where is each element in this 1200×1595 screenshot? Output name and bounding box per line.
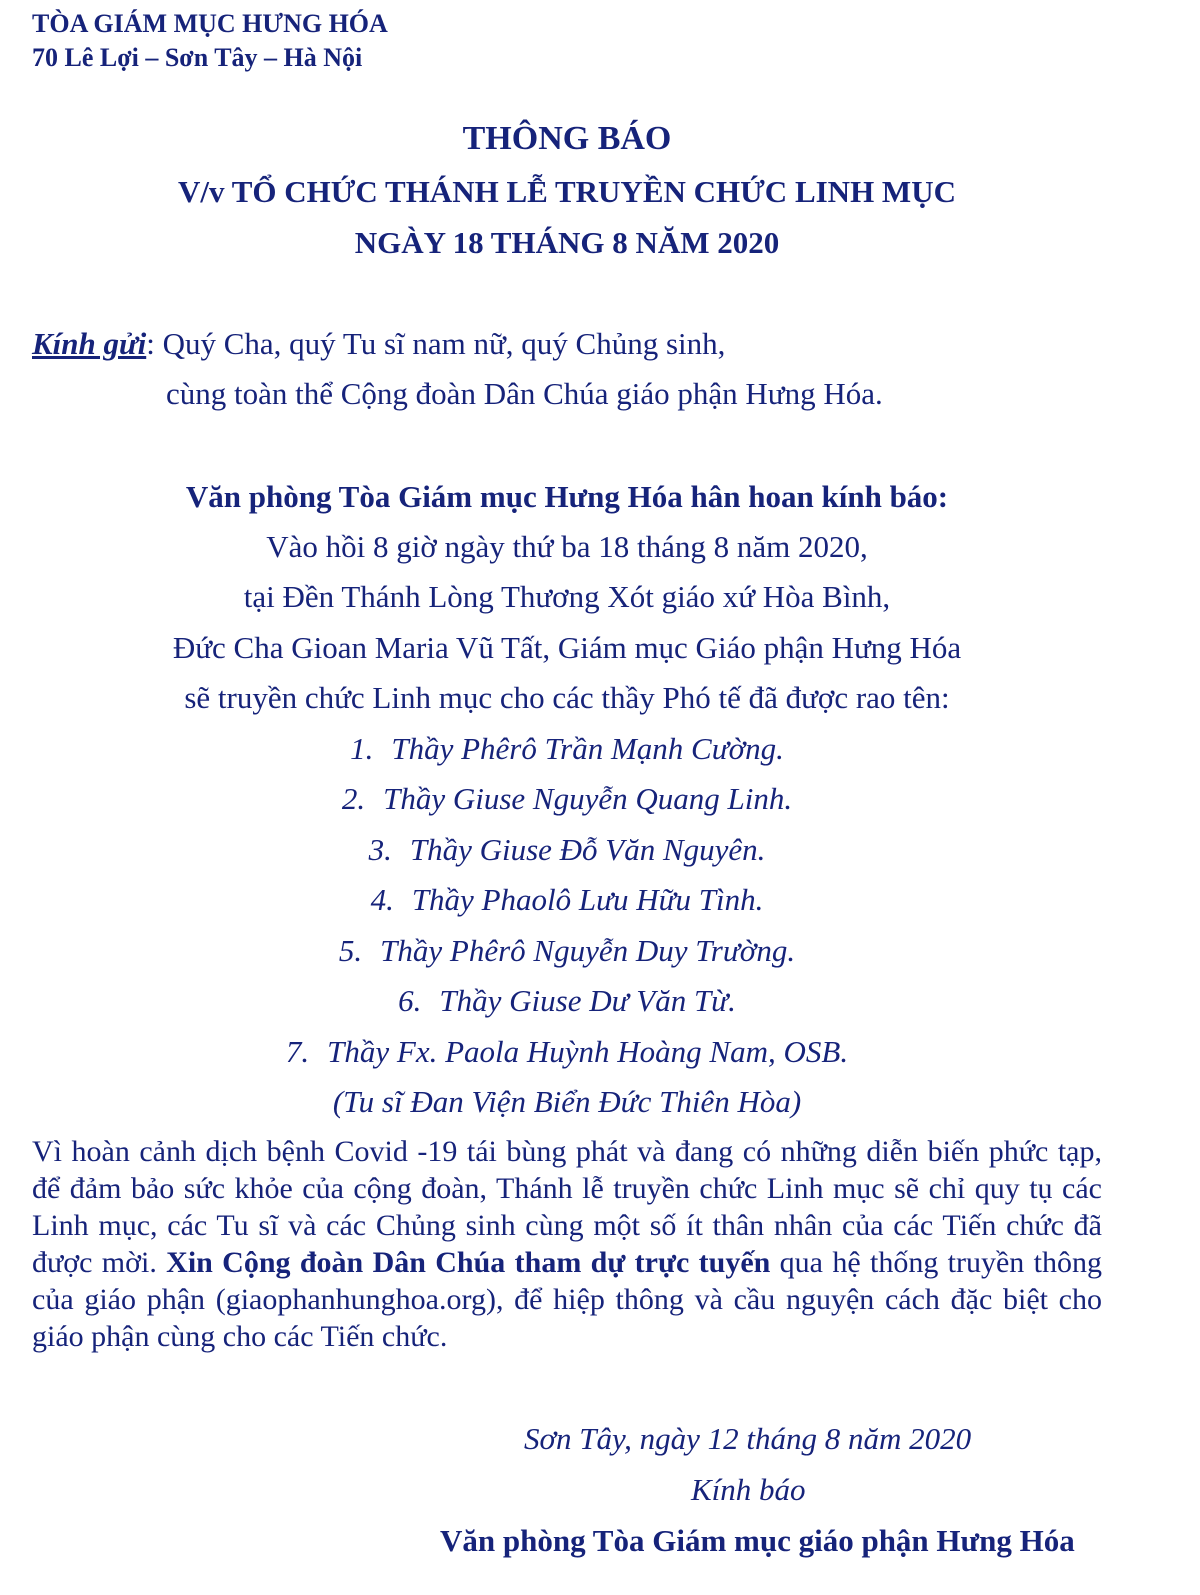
candidate-name: Thầy Fx. Paola Huỳnh Hoàng Nam, OSB.: [327, 1034, 849, 1069]
candidate-number: 3.: [368, 832, 392, 867]
closing: Kính báo: [691, 1472, 806, 1507]
salutation-line-2: cùng toàn thể Cộng đoàn Dân Chúa giáo phận Hưng Hóa.: [166, 376, 883, 411]
paragraph-text: Vì hoàn cảnh dịch bệnh Covid -19 tái bùng phát và đang có những diễn biến phức tạp, để đảm bảo sức khỏe của cộng đoàn, Thánh lễ truyền chức Linh mục sẽ chỉ quy tụ các Linh mục, các Tu sĩ và các Chủng sinh cùng một số ít thân nhân của các Tiến chức đã được mời.: [32, 1135, 1102, 1279]
salutation-label: Kính gửi: [32, 326, 147, 361]
org-name: TÒA GIÁM MỤC HƯNG HÓA: [32, 9, 388, 38]
announcement-line: tại Đền Thánh Lòng Thương Xót giáo xứ Hòa Bình,: [243, 579, 891, 614]
signature-office: Văn phòng Tòa Giám mục giáo phận Hưng Hóa: [440, 1523, 1075, 1558]
candidate-number: 6.: [398, 983, 422, 1018]
candidate-number: 7.: [285, 1034, 310, 1069]
place-date: Sơn Tây, ngày 12 tháng 8 năm 2020: [524, 1421, 972, 1456]
candidate-item: [0, 931, 1134, 971]
candidate-name: Thầy Phêrô Nguyễn Duy Trường.: [380, 933, 796, 968]
candidate-number: 5.: [338, 933, 363, 968]
salutation-line-1: [32, 324, 725, 364]
announcement-line: Vào hồi 8 giờ ngày thứ ba 18 tháng 8 năm 2020,: [266, 529, 868, 564]
candidate-item: [0, 981, 1134, 1021]
candidate-name: Thầy Giuse Nguyễn Quang Linh.: [383, 781, 793, 816]
candidate-item: [0, 1032, 1134, 1072]
announcement-line: sẽ truyền chức Linh mục cho các thầy Phó tế đã được rao tên:: [184, 680, 950, 715]
candidate-name: Thầy Giuse Đỗ Văn Nguyên.: [409, 832, 766, 867]
candidate-item: [0, 830, 1134, 870]
org-address: 70 Lê Lợi – Sơn Tây – Hà Nội: [32, 43, 363, 72]
announcement-line: Đức Cha Gioan Maria Vũ Tất, Giám mục Giáo phận Hưng Hóa: [172, 630, 962, 665]
candidate-item: [0, 880, 1134, 920]
body-paragraph: [32, 1133, 1102, 1355]
candidate-note: (Tu sĩ Đan Viện Biển Đức Thiên Hòa): [332, 1084, 802, 1119]
candidate-item: [0, 779, 1134, 819]
candidate-number: 1.: [350, 731, 374, 766]
notice-title: THÔNG BÁO: [462, 120, 672, 157]
candidate-name: Thầy Giuse Dư Văn Từ.: [439, 983, 736, 1018]
salutation-recipients: : Quý Cha, quý Tu sĩ nam nữ, quý Chủng sinh,: [146, 326, 726, 361]
candidate-name: Thầy Phaolô Lưu Hữu Tình.: [411, 882, 764, 917]
candidate-number: 4.: [370, 882, 394, 917]
candidate-number: 2.: [341, 781, 366, 816]
notice-subject: V/v TỔ CHỨC THÁNH LỄ TRUYỀN CHỨC LINH MỤC: [178, 174, 956, 209]
announcement-lead: Văn phòng Tòa Giám mục Hưng Hóa hân hoan kính báo:: [185, 479, 949, 514]
candidate-item: [0, 729, 1134, 769]
paragraph-text: qua hệ thống truyền thông của giáo phận (giaophanhunghoa.org), để hiệp thông và cầu nguyện cách đặc biệt cho giáo phận cùng cho các Tiến chức.: [32, 1246, 1102, 1353]
paragraph-emphasis: Xin Cộng đoàn Dân Chúa tham dự trực tuyến: [166, 1246, 771, 1279]
candidate-name: Thầy Phêrô Trần Mạnh Cường.: [391, 731, 784, 766]
notice-date: NGÀY 18 THÁNG 8 NĂM 2020: [354, 225, 780, 260]
